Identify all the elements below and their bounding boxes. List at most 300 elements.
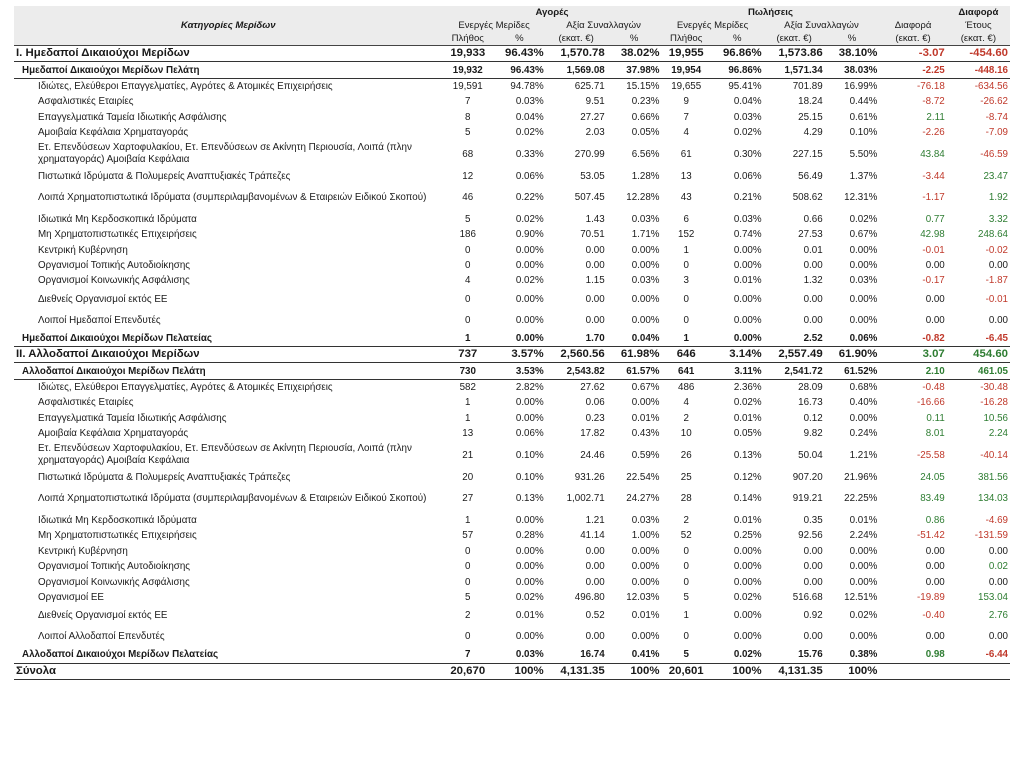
purchases-value: 4,131.35	[546, 663, 607, 679]
sales-count-pct: 0.06%	[733, 170, 762, 182]
purchases-value-pct: 12.28%	[626, 192, 660, 204]
purchases-value: 53.05	[580, 170, 605, 182]
table-row	[14, 212, 1010, 227]
row-label: Ιδιωτικά Μη Κερδοσκοπικά Ιδρύματα	[38, 213, 197, 225]
yearly-difference: 0.02	[988, 561, 1008, 573]
difference: 0.98	[925, 649, 945, 661]
sales-count-pct: 0.14%	[733, 493, 762, 505]
table-row	[14, 647, 1010, 663]
sales-count: 0	[683, 576, 689, 588]
sales-count: 5	[683, 591, 689, 603]
yearly-difference: -7.09	[985, 127, 1008, 139]
row-label: Μη Χρηματοπιστωτικές Επιχειρήσεις	[38, 229, 197, 241]
sales-value-pct: 0.06%	[849, 332, 878, 344]
purchases-value: 931.26	[574, 471, 605, 483]
row-label: Οργανισμοί Τοπικής Αυτοδιοίκησης	[38, 260, 190, 272]
sales-value: 0.00	[803, 314, 823, 326]
purchases-count: 2	[465, 610, 471, 622]
yearly-difference: -0.02	[985, 244, 1008, 256]
table-row	[14, 243, 1010, 258]
purchases-count: 1	[465, 412, 471, 424]
header-sales-count: Πλήθος	[661, 32, 710, 46]
purchases-value-pct: 12.03%	[626, 591, 660, 603]
purchases-value: 2.03	[585, 127, 605, 139]
sales-count-pct: 0.00%	[733, 545, 762, 557]
header-purchases-transaction-value: Αξία Συναλλαγών	[546, 19, 662, 32]
sales-count: 0	[683, 561, 689, 573]
purchases-value-pct: 0.41%	[631, 649, 660, 661]
sales-count: 4	[683, 397, 689, 409]
sales-value-pct: 0.00%	[849, 293, 878, 305]
purchases-value-pct: 0.00%	[631, 260, 660, 272]
sales-count-pct: 3.14%	[711, 347, 764, 363]
purchases-count-pct: 0.10%	[515, 449, 544, 461]
table-row	[14, 94, 1010, 109]
purchases-value-pct: 38.02%	[607, 46, 662, 62]
yearly-difference: -1.87	[985, 275, 1008, 287]
purchases-count-pct: 0.00%	[515, 397, 544, 409]
purchases-count-pct: 0.90%	[515, 229, 544, 241]
sales-value: 27.53	[798, 229, 823, 241]
difference: 24.05	[920, 471, 945, 483]
purchases-count: 19,932	[442, 62, 493, 78]
yearly-difference: -0.01	[985, 293, 1008, 305]
sales-count: 0	[683, 260, 689, 272]
row-label: Διεθνείς Οργανισμοί εκτός ΕΕ	[38, 610, 168, 622]
purchases-value-pct: 0.00%	[631, 244, 660, 256]
table-row	[14, 441, 1010, 469]
sales-count-pct: 0.02%	[733, 397, 762, 409]
table-row	[14, 258, 1010, 273]
table-row	[14, 140, 1010, 168]
purchases-count: 0	[465, 293, 471, 305]
sales-value-pct: 21.96%	[844, 471, 878, 483]
sales-value-pct: 0.24%	[849, 428, 878, 440]
purchases-count: 0	[465, 244, 471, 256]
sales-count: 0	[683, 293, 689, 305]
table-row	[14, 559, 1010, 574]
sales-count: 4	[683, 127, 689, 139]
purchases-value-pct: 0.00%	[631, 576, 660, 588]
purchases-count: 5	[465, 591, 471, 603]
sales-value: 15.76	[798, 649, 823, 661]
row-label: Πιστωτικά Ιδρύματα & Πολυμερείς Αναπτυξιακές Τράπεζες	[38, 170, 291, 182]
sales-count: 61	[680, 148, 692, 160]
sales-value: 0.00	[803, 561, 823, 573]
difference: 0.00	[925, 576, 945, 588]
table-row	[14, 379, 1010, 395]
sales-count-pct: 0.00%	[733, 244, 762, 256]
row-label: Οργανισμοί Κοινωνικής Ασφάλισης	[38, 275, 190, 287]
difference: 0.86	[925, 515, 945, 526]
sales-value-pct: 12.51%	[844, 591, 878, 603]
sales-value-pct: 0.00%	[849, 412, 878, 424]
sales-count-pct: 95.41%	[728, 80, 762, 92]
sales-count: 2	[683, 412, 689, 424]
purchases-count: 1	[465, 515, 471, 526]
sales-count-pct: 0.25%	[733, 530, 762, 542]
sales-value: 1,573.86	[764, 46, 825, 62]
table-row	[14, 426, 1010, 441]
row-label: Οργανισμοί Κοινωνικής Ασφάλισης	[38, 576, 190, 588]
purchases-count: 57	[462, 530, 474, 542]
sales-count: 0	[683, 631, 689, 643]
row-label: Ιδιωτικά Μη Κερδοσκοπικά Ιδρύματα	[38, 515, 197, 526]
sales-value: 28.09	[798, 382, 823, 394]
table-row	[14, 574, 1010, 589]
difference: 3.07	[879, 347, 946, 363]
difference: -16.66	[916, 397, 945, 409]
purchases-value: 9.51	[585, 96, 605, 108]
yearly-difference: 0.00	[988, 314, 1008, 326]
sales-value: 18.24	[798, 96, 823, 108]
purchases-value-pct: 24.27%	[626, 493, 660, 505]
row-label: Σύνολα	[14, 663, 442, 679]
purchases-value-pct: 0.66%	[631, 111, 660, 123]
purchases-value: 1.43	[585, 213, 605, 225]
shares-transactions-table	[14, 6, 1010, 680]
table-row	[14, 528, 1010, 543]
sales-value-pct: 2.24%	[849, 530, 878, 542]
header-purchases-value-unit: (εκατ. €)	[546, 32, 607, 46]
yearly-difference: 248.64	[978, 229, 1008, 241]
header-sales-transaction-value: Αξία Συναλλαγών	[764, 19, 880, 32]
purchases-value-pct: 61.57%	[607, 363, 662, 379]
purchases-value-pct: 0.01%	[631, 412, 660, 424]
sales-value-pct: 0.44%	[849, 96, 878, 108]
sales-value: 0.12	[803, 412, 823, 424]
yearly-difference: -40.14	[980, 449, 1008, 461]
difference: 0.11	[926, 412, 945, 424]
yearly-difference: -131.59	[974, 530, 1008, 542]
sales-value: 2,557.49	[764, 347, 825, 363]
report-container	[14, 6, 1010, 680]
purchases-count-pct: 0.03%	[515, 96, 544, 108]
purchases-count: 7	[465, 96, 471, 108]
sales-value: 0.01	[803, 244, 823, 256]
row-label: Λοιποί Ημεδαποί Επενδυτές	[38, 314, 161, 326]
sales-value-pct: 0.00%	[849, 576, 878, 588]
purchases-count-pct: 0.00%	[515, 314, 544, 326]
row-label: Ασφαλιστικές Εταιρίες	[38, 96, 134, 108]
yearly-difference: -4.69	[985, 515, 1008, 526]
sales-value: 0.00	[803, 545, 823, 557]
sales-count-pct: 0.02%	[733, 127, 762, 139]
purchases-count-pct: 0.33%	[515, 148, 544, 160]
sales-value: 907.20	[792, 471, 823, 483]
header-sales-active-shares: Ενεργές Μερίδες	[661, 19, 763, 32]
difference: 42.98	[920, 229, 945, 241]
purchases-count: 0	[465, 314, 471, 326]
sales-count-pct: 0.00%	[733, 260, 762, 272]
row-label: Λοιποί Αλλοδαποί Επενδυτές	[38, 631, 165, 643]
sales-value: 92.56	[798, 530, 823, 542]
sales-value: 2,541.72	[764, 363, 825, 379]
purchases-count: 1	[465, 332, 471, 344]
sales-count-pct: 0.00%	[733, 332, 762, 344]
table-row	[14, 363, 1010, 379]
row-label: Λοιπά Χρηματοπιστωτικά Ιδρύματα (συμπεριλαμβανομένων & Εταιρειών Ειδικού Σκοπού)	[38, 492, 427, 504]
sales-count-pct: 0.02%	[733, 649, 762, 661]
purchases-count-pct: 0.06%	[515, 428, 544, 440]
header-sales-value-unit: (εκατ. €)	[764, 32, 825, 46]
sales-count: 43	[680, 192, 692, 204]
table-body	[14, 46, 1010, 680]
header-sales: Πωλήσεις	[661, 6, 879, 19]
purchases-value: 1.21	[585, 515, 605, 526]
sales-count: 26	[680, 449, 692, 461]
sales-value-pct: 0.00%	[849, 561, 878, 573]
row-label: ΙΙ. Αλλοδαποί Δικαιούχοι Μερίδων	[14, 347, 442, 363]
sales-value: 50.04	[798, 449, 823, 461]
difference: -3.07	[879, 46, 946, 62]
purchases-count: 46	[462, 192, 474, 204]
purchases-count: 0	[465, 545, 471, 557]
purchases-count: 7	[465, 649, 471, 661]
yearly-difference: 0.00	[988, 631, 1008, 643]
purchases-count: 8	[465, 111, 471, 123]
header-spacer	[14, 32, 442, 46]
purchases-value-pct: 0.00%	[631, 314, 660, 326]
sales-value-pct: 0.00%	[849, 545, 878, 557]
purchases-value-pct: 6.56%	[631, 148, 660, 160]
purchases-value-pct: 0.01%	[631, 610, 660, 622]
purchases-count: 19,933	[442, 46, 493, 62]
difference	[879, 663, 946, 679]
difference: 2.11	[926, 111, 945, 123]
table-header	[14, 6, 1010, 46]
sales-count: 20,601	[661, 663, 710, 679]
purchases-count-pct: 3.57%	[493, 347, 546, 363]
table-row	[14, 411, 1010, 426]
purchases-count-pct: 0.00%	[515, 561, 544, 573]
purchases-count: 68	[462, 148, 474, 160]
table-row	[14, 125, 1010, 140]
table-row	[14, 168, 1010, 183]
sales-value-pct: 61.52%	[825, 363, 880, 379]
purchases-count-pct: 3.53%	[493, 363, 546, 379]
purchases-count-pct: 96.43%	[493, 46, 546, 62]
table-row	[14, 347, 1010, 363]
purchases-count: 20,670	[442, 663, 493, 679]
purchases-count-pct: 0.00%	[515, 545, 544, 557]
purchases-value: 0.00	[585, 631, 605, 643]
sales-value-pct: 1.37%	[849, 170, 878, 182]
yearly-difference: -454.60	[947, 46, 1010, 62]
sales-value: 227.15	[792, 148, 823, 160]
sales-value-pct: 0.61%	[849, 111, 878, 123]
difference: -51.42	[916, 530, 945, 542]
sales-value-pct: 0.68%	[849, 382, 878, 394]
difference: 0.00	[925, 545, 945, 557]
header-yearly-difference-line2: Έτους	[947, 19, 1010, 32]
difference: -0.01	[922, 244, 945, 256]
yearly-difference: 10.56	[983, 412, 1008, 424]
purchases-count-pct: 0.00%	[515, 260, 544, 272]
sales-value: 9.82	[803, 428, 823, 440]
purchases-count-pct: 0.00%	[515, 293, 544, 305]
purchases-value-pct: 15.15%	[626, 80, 660, 92]
row-label: Μη Χρηματοπιστωτικές Επιχειρήσεις	[38, 530, 197, 542]
row-label: Κεντρική Κυβέρνηση	[38, 545, 128, 557]
row-label: Ιδιώτες, Ελεύθεροι Επαγγελματίες, Αγρότες & Ατομικές Επιχειρήσεις	[38, 382, 333, 394]
purchases-count: 0	[465, 561, 471, 573]
table-row	[14, 395, 1010, 410]
table-row	[14, 273, 1010, 288]
sales-count: 19,655	[671, 80, 702, 92]
sales-count-pct: 0.03%	[733, 111, 762, 123]
sales-value-pct: 0.02%	[849, 213, 878, 225]
purchases-count: 12	[462, 170, 474, 182]
yearly-difference: -634.56	[974, 80, 1008, 92]
purchases-count: 13	[462, 428, 474, 440]
sales-count-pct: 96.86%	[711, 46, 764, 62]
sales-count-pct: 0.12%	[733, 471, 762, 483]
purchases-value-pct: 22.54%	[626, 471, 660, 483]
sales-count: 19,955	[661, 46, 710, 62]
purchases-value-pct: 0.03%	[631, 213, 660, 225]
purchases-count-pct: 0.04%	[515, 111, 544, 123]
yearly-difference: 23.47	[983, 170, 1008, 182]
purchases-value: 625.71	[574, 80, 605, 92]
yearly-difference: -16.28	[980, 397, 1008, 409]
table-row	[14, 110, 1010, 125]
purchases-count-pct: 0.02%	[515, 275, 544, 287]
difference: 43.84	[920, 148, 945, 160]
purchases-value: 41.14	[580, 530, 605, 542]
purchases-value-pct: 0.23%	[631, 96, 660, 108]
purchases-value: 0.00	[585, 293, 605, 305]
row-label: Λοιπά Χρηματοπιστωτικά Ιδρύματα (συμπεριλαμβανομένων & Εταιρειών Ειδικού Σκοπού)	[38, 191, 427, 203]
yearly-difference: 0.00	[988, 576, 1008, 588]
table-row	[14, 663, 1010, 679]
header-purchases-active-shares: Ενεργές Μερίδες	[442, 19, 545, 32]
purchases-count: 737	[442, 347, 493, 363]
sales-value: 701.89	[792, 80, 823, 92]
sales-value: 0.35	[803, 515, 823, 526]
purchases-count-pct: 0.03%	[515, 649, 544, 661]
yearly-difference: 2.76	[988, 610, 1008, 622]
purchases-value: 0.00	[585, 545, 605, 557]
purchases-count: 20	[462, 471, 474, 483]
sales-count-pct: 3.11%	[711, 363, 764, 379]
purchases-value-pct: 1.00%	[631, 530, 660, 542]
header-yearly-difference-unit: (εκατ. €)	[947, 32, 1010, 46]
purchases-value-pct: 0.43%	[631, 428, 660, 440]
sales-count: 52	[680, 530, 692, 542]
sales-value: 25.15	[798, 111, 823, 123]
sales-count-pct: 2.36%	[733, 382, 762, 394]
purchases-count: 0	[465, 576, 471, 588]
yearly-difference: 1.92	[988, 192, 1008, 204]
yearly-difference: -26.62	[980, 96, 1008, 108]
purchases-value: 1.70	[585, 332, 605, 344]
sales-value: 1,571.34	[764, 62, 825, 78]
purchases-count-pct: 0.06%	[515, 170, 544, 182]
header-spacer	[879, 6, 946, 19]
sales-count: 9	[683, 96, 689, 108]
sales-count-pct: 0.00%	[733, 561, 762, 573]
sales-count: 25	[680, 471, 692, 483]
sales-count-pct: 0.21%	[733, 192, 762, 204]
purchases-value: 16.74	[580, 649, 605, 661]
purchases-value-pct: 0.59%	[631, 449, 660, 461]
purchases-count-pct: 0.02%	[515, 213, 544, 225]
yearly-difference: 461.05	[947, 363, 1010, 379]
sales-value: 16.73	[798, 397, 823, 409]
table-row	[14, 544, 1010, 559]
sales-value-pct: 0.00%	[849, 244, 878, 256]
yearly-difference: 134.03	[978, 493, 1008, 505]
header-sales-count-pct: %	[711, 32, 764, 46]
sales-count-pct: 0.00%	[733, 576, 762, 588]
purchases-value-pct: 1.28%	[631, 170, 660, 182]
table-row	[14, 310, 1010, 331]
sales-count: 10	[680, 428, 692, 440]
header-difference: Διαφορά	[879, 19, 946, 32]
difference: 2.10	[879, 363, 946, 379]
difference: 0.00	[925, 631, 945, 643]
table-row	[14, 590, 1010, 605]
yearly-difference: 454.60	[947, 347, 1010, 363]
sales-count: 1	[683, 244, 689, 256]
yearly-difference: 0.00	[988, 545, 1008, 557]
sales-count: 0	[683, 314, 689, 326]
purchases-count-pct: 0.00%	[515, 631, 544, 643]
sales-value-pct: 1.21%	[849, 449, 878, 461]
yearly-difference	[947, 663, 1010, 679]
row-label: Πιστωτικά Ιδρύματα & Πολυμερείς Αναπτυξιακές Τράπεζες	[38, 471, 291, 483]
difference: -8.72	[922, 96, 945, 108]
purchases-value-pct: 0.00%	[631, 293, 660, 305]
sales-count: 152	[678, 229, 695, 241]
sales-value-pct: 0.00%	[849, 631, 878, 643]
purchases-count-pct: 0.00%	[515, 412, 544, 424]
purchases-value: 1.15	[585, 275, 605, 287]
table-row	[14, 46, 1010, 62]
sales-value-pct: 0.00%	[849, 314, 878, 326]
header-purchases-value-pct: %	[607, 32, 662, 46]
header-spacer	[14, 6, 442, 19]
row-label: Κεντρική Κυβέρνηση	[38, 244, 128, 256]
sales-count-pct: 0.30%	[733, 148, 762, 160]
purchases-value-pct: 0.03%	[631, 515, 660, 526]
purchases-count: 582	[459, 382, 476, 394]
sales-count: 641	[661, 363, 710, 379]
row-label: Ιδιώτες, Ελεύθεροι Επαγγελματίες, Αγρότες & Ατομικές Επιχειρήσεις	[38, 80, 333, 92]
purchases-value-pct: 0.05%	[631, 127, 660, 139]
purchases-value: 27.62	[580, 382, 605, 394]
difference: 8.01	[925, 428, 945, 440]
purchases-count-pct: 96.43%	[493, 62, 546, 78]
sales-value-pct: 0.38%	[849, 649, 878, 661]
sales-count-pct: 0.00%	[733, 610, 762, 622]
yearly-difference: 153.04	[978, 591, 1008, 603]
yearly-difference: 2.24	[988, 428, 1008, 440]
purchases-count-pct: 100%	[493, 663, 546, 679]
sales-value: 2.52	[803, 332, 823, 344]
difference: -0.40	[922, 610, 945, 622]
sales-count-pct: 100%	[711, 663, 764, 679]
sales-count-pct: 0.74%	[733, 229, 762, 241]
purchases-count-pct: 2.82%	[515, 382, 544, 394]
row-label: Οργανισμοί ΕΕ	[38, 591, 104, 603]
difference: -3.44	[922, 170, 945, 182]
difference: 0.77	[925, 213, 945, 225]
sales-value: 0.00	[803, 576, 823, 588]
yearly-difference: 3.32	[988, 213, 1008, 225]
sales-count: 5	[683, 649, 689, 661]
